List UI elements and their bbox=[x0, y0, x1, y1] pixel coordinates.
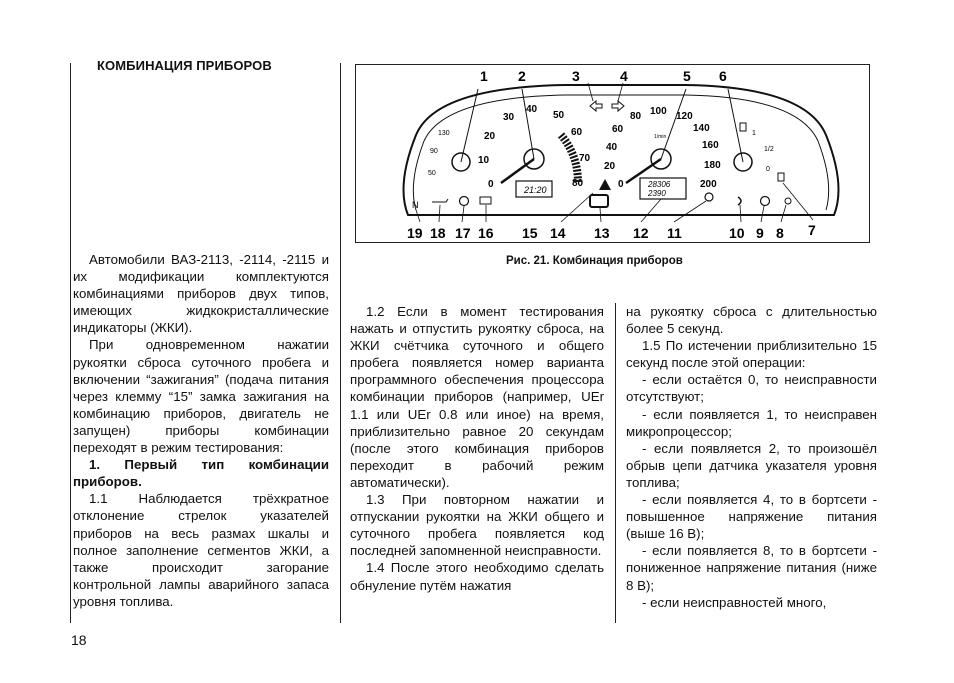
brake-lamp bbox=[460, 197, 469, 206]
paragraph: 1.5 По истечении приблизительно 15 секунд после этой операции: bbox=[626, 338, 877, 371]
trip-reset-knob bbox=[705, 193, 713, 201]
rpm-tick-40: 40 bbox=[606, 142, 618, 153]
instrument-cluster-figure bbox=[355, 64, 870, 243]
fuel-gauge bbox=[728, 89, 784, 181]
callout-15: 15 bbox=[522, 225, 538, 241]
rpm-tick-200: 200 bbox=[700, 179, 717, 190]
rpm-tick-60: 60 bbox=[612, 124, 624, 135]
callout-14: 14 bbox=[550, 225, 566, 241]
callout-17: 17 bbox=[455, 225, 471, 241]
rpm-tick-180: 180 bbox=[704, 160, 721, 171]
speed-tick-70: 70 bbox=[579, 153, 591, 164]
paragraph: 1.3 При повторном нажатии и отпускании рукоятки на ЖКИ общего и суточного пробега появляется код последней запомненной неисправности. bbox=[350, 492, 604, 559]
fuel-tick-half: 1/2 bbox=[764, 146, 774, 153]
text-column-1 bbox=[73, 251, 329, 610]
rpm-unit: 1/min bbox=[654, 134, 667, 140]
paragraph: При одновременном нажатии рукоятки сброса суточного пробега и включении “зажигания” (подача питания через клемму “15” замка зажигания на комбинацию приборов, двигатель не запущен) приборы комбинации переходят в режим тестирования: bbox=[73, 337, 329, 456]
battery-lamp bbox=[480, 197, 491, 204]
speed-tick-20: 20 bbox=[484, 131, 496, 142]
fuel-tick-full: 1 bbox=[752, 130, 756, 137]
speedometer bbox=[478, 89, 591, 197]
check-engine-icon bbox=[590, 195, 608, 207]
fuel-pump-icon bbox=[740, 123, 746, 131]
page-number: 18 bbox=[71, 632, 87, 648]
instrument-cluster-drawing bbox=[356, 65, 869, 242]
callout-5: 5 bbox=[683, 68, 691, 84]
list-item: - если появляется 2, то произошёл обрыв цепи датчика указателя уровня топлива; bbox=[626, 440, 877, 490]
tachometer bbox=[604, 89, 721, 201]
paragraph: 1.1 Наблюдается трёхкратное отклонение стрелок указателей приборов на весь размах шкалы и полное заполнение сегментов ЖКИ, а также происходит загорание контрольной лампы аварийного запаса уровня топлива. bbox=[73, 491, 329, 609]
callout-4: 4 bbox=[620, 68, 628, 84]
paragraph: 1.4 После этого необходимо сделать обнуление путём нажатия bbox=[350, 560, 604, 593]
callout-6: 6 bbox=[719, 68, 727, 84]
callout-12: 12 bbox=[633, 225, 649, 241]
parking-brake-lamp: N bbox=[412, 200, 419, 210]
rear-fog-lamp bbox=[761, 197, 770, 206]
temp-tick-130: 130 bbox=[438, 130, 450, 137]
rpm-tick-20: 20 bbox=[604, 161, 616, 172]
subheading: 1. Первый тип комбинации приборов. bbox=[73, 457, 329, 490]
turn-right-icon bbox=[612, 101, 624, 111]
list-item: - если появляется 8, то в бортсети - пониженное напряжение питания (ниже 8 В); bbox=[626, 543, 877, 593]
right-rule bbox=[615, 303, 616, 623]
speed-tick-0: 0 bbox=[488, 179, 494, 190]
hazard-icon bbox=[599, 179, 611, 190]
text-column-3 bbox=[626, 303, 877, 611]
speed-tick-30: 30 bbox=[503, 112, 515, 123]
figure-caption: Рис. 21. Комбинация приборов bbox=[506, 255, 683, 267]
speed-tick-10: 10 bbox=[478, 155, 490, 166]
rpm-tick-100: 100 bbox=[650, 106, 667, 117]
callout-10: 10 bbox=[729, 225, 745, 241]
center-rule bbox=[340, 63, 341, 623]
turn-left-icon bbox=[590, 101, 602, 111]
paragraph: 1.2 Если в момент тестирования нажать и отпустить рукоятку сброса, на ЖКИ счётчика суточного и общего пробега появляется номер варианта программного обеспечения процессора комбинации приборов (например, UEr 1.1 или UEr 0.8 или иное) на время, приблизительно равное 20 секундам (после этого комбинация приборов переходит в рабочий режим автоматически). bbox=[350, 304, 604, 490]
speed-tick-40: 40 bbox=[526, 104, 538, 115]
list-item: - если неисправностей много, bbox=[642, 594, 827, 610]
callout-8: 8 bbox=[776, 225, 784, 241]
lcd-odometer-total: 28306 bbox=[648, 180, 671, 189]
callout-13: 13 bbox=[594, 225, 610, 241]
rpm-tick-0: 0 bbox=[618, 179, 624, 190]
callout-3: 3 bbox=[572, 68, 580, 84]
callout-19: 19 bbox=[407, 225, 423, 241]
rpm-tick-160: 160 bbox=[702, 140, 719, 151]
text-column-2 bbox=[350, 303, 604, 594]
lcd-odometer-trip: 2390 bbox=[648, 189, 666, 198]
paragraph: Автомобили ВАЗ-2113, -2114, -2115 и их модификации комплектуются комбинациями приборов двух типов, имеющих жидкокристаллические индикаторы (ЖКИ). bbox=[73, 252, 329, 336]
temp-tick-50: 50 bbox=[428, 170, 436, 177]
oil-pressure-lamp bbox=[432, 199, 448, 202]
side-lights-lamp bbox=[785, 198, 791, 204]
speed-tick-60: 60 bbox=[571, 127, 583, 138]
rpm-tick-80: 80 bbox=[630, 111, 642, 122]
fuel-tick-empty: 0 bbox=[766, 166, 770, 173]
section-title: КОМБИНАЦИЯ ПРИБОРОВ bbox=[97, 58, 272, 73]
callout-11: 11 bbox=[667, 225, 682, 241]
left-rule bbox=[70, 63, 71, 623]
rpm-tick-140: 140 bbox=[693, 123, 710, 134]
callout-1: 1 bbox=[480, 68, 488, 84]
callout-2: 2 bbox=[518, 68, 526, 84]
paragraph: на рукоятку сброса с длительностью более 5 секунд. bbox=[626, 304, 877, 337]
temp-tick-90: 90 bbox=[430, 148, 438, 155]
callout-16: 16 bbox=[478, 225, 494, 241]
speed-tick-80: 80 bbox=[572, 178, 584, 189]
callout-18: 18 bbox=[430, 225, 446, 241]
list-item: - если появляется 4, то в бортсети - повышенное напряжение питания (выше 16 В); bbox=[626, 492, 877, 542]
speed-tick-50: 50 bbox=[553, 110, 565, 121]
lcd-clock-text: 21:20 bbox=[524, 185, 547, 195]
high-beam-lamp bbox=[738, 197, 741, 205]
rpm-tick-120: 120 bbox=[676, 111, 693, 122]
list-item: - если остаётся 0, то неисправности отсутствуют; bbox=[626, 372, 877, 405]
callout-7: 7 bbox=[808, 222, 816, 238]
callout-9: 9 bbox=[756, 225, 764, 241]
list-item: - если появляется 1, то неисправен микропроцессор; bbox=[626, 406, 877, 439]
low-fuel-lamp-icon bbox=[778, 173, 784, 181]
